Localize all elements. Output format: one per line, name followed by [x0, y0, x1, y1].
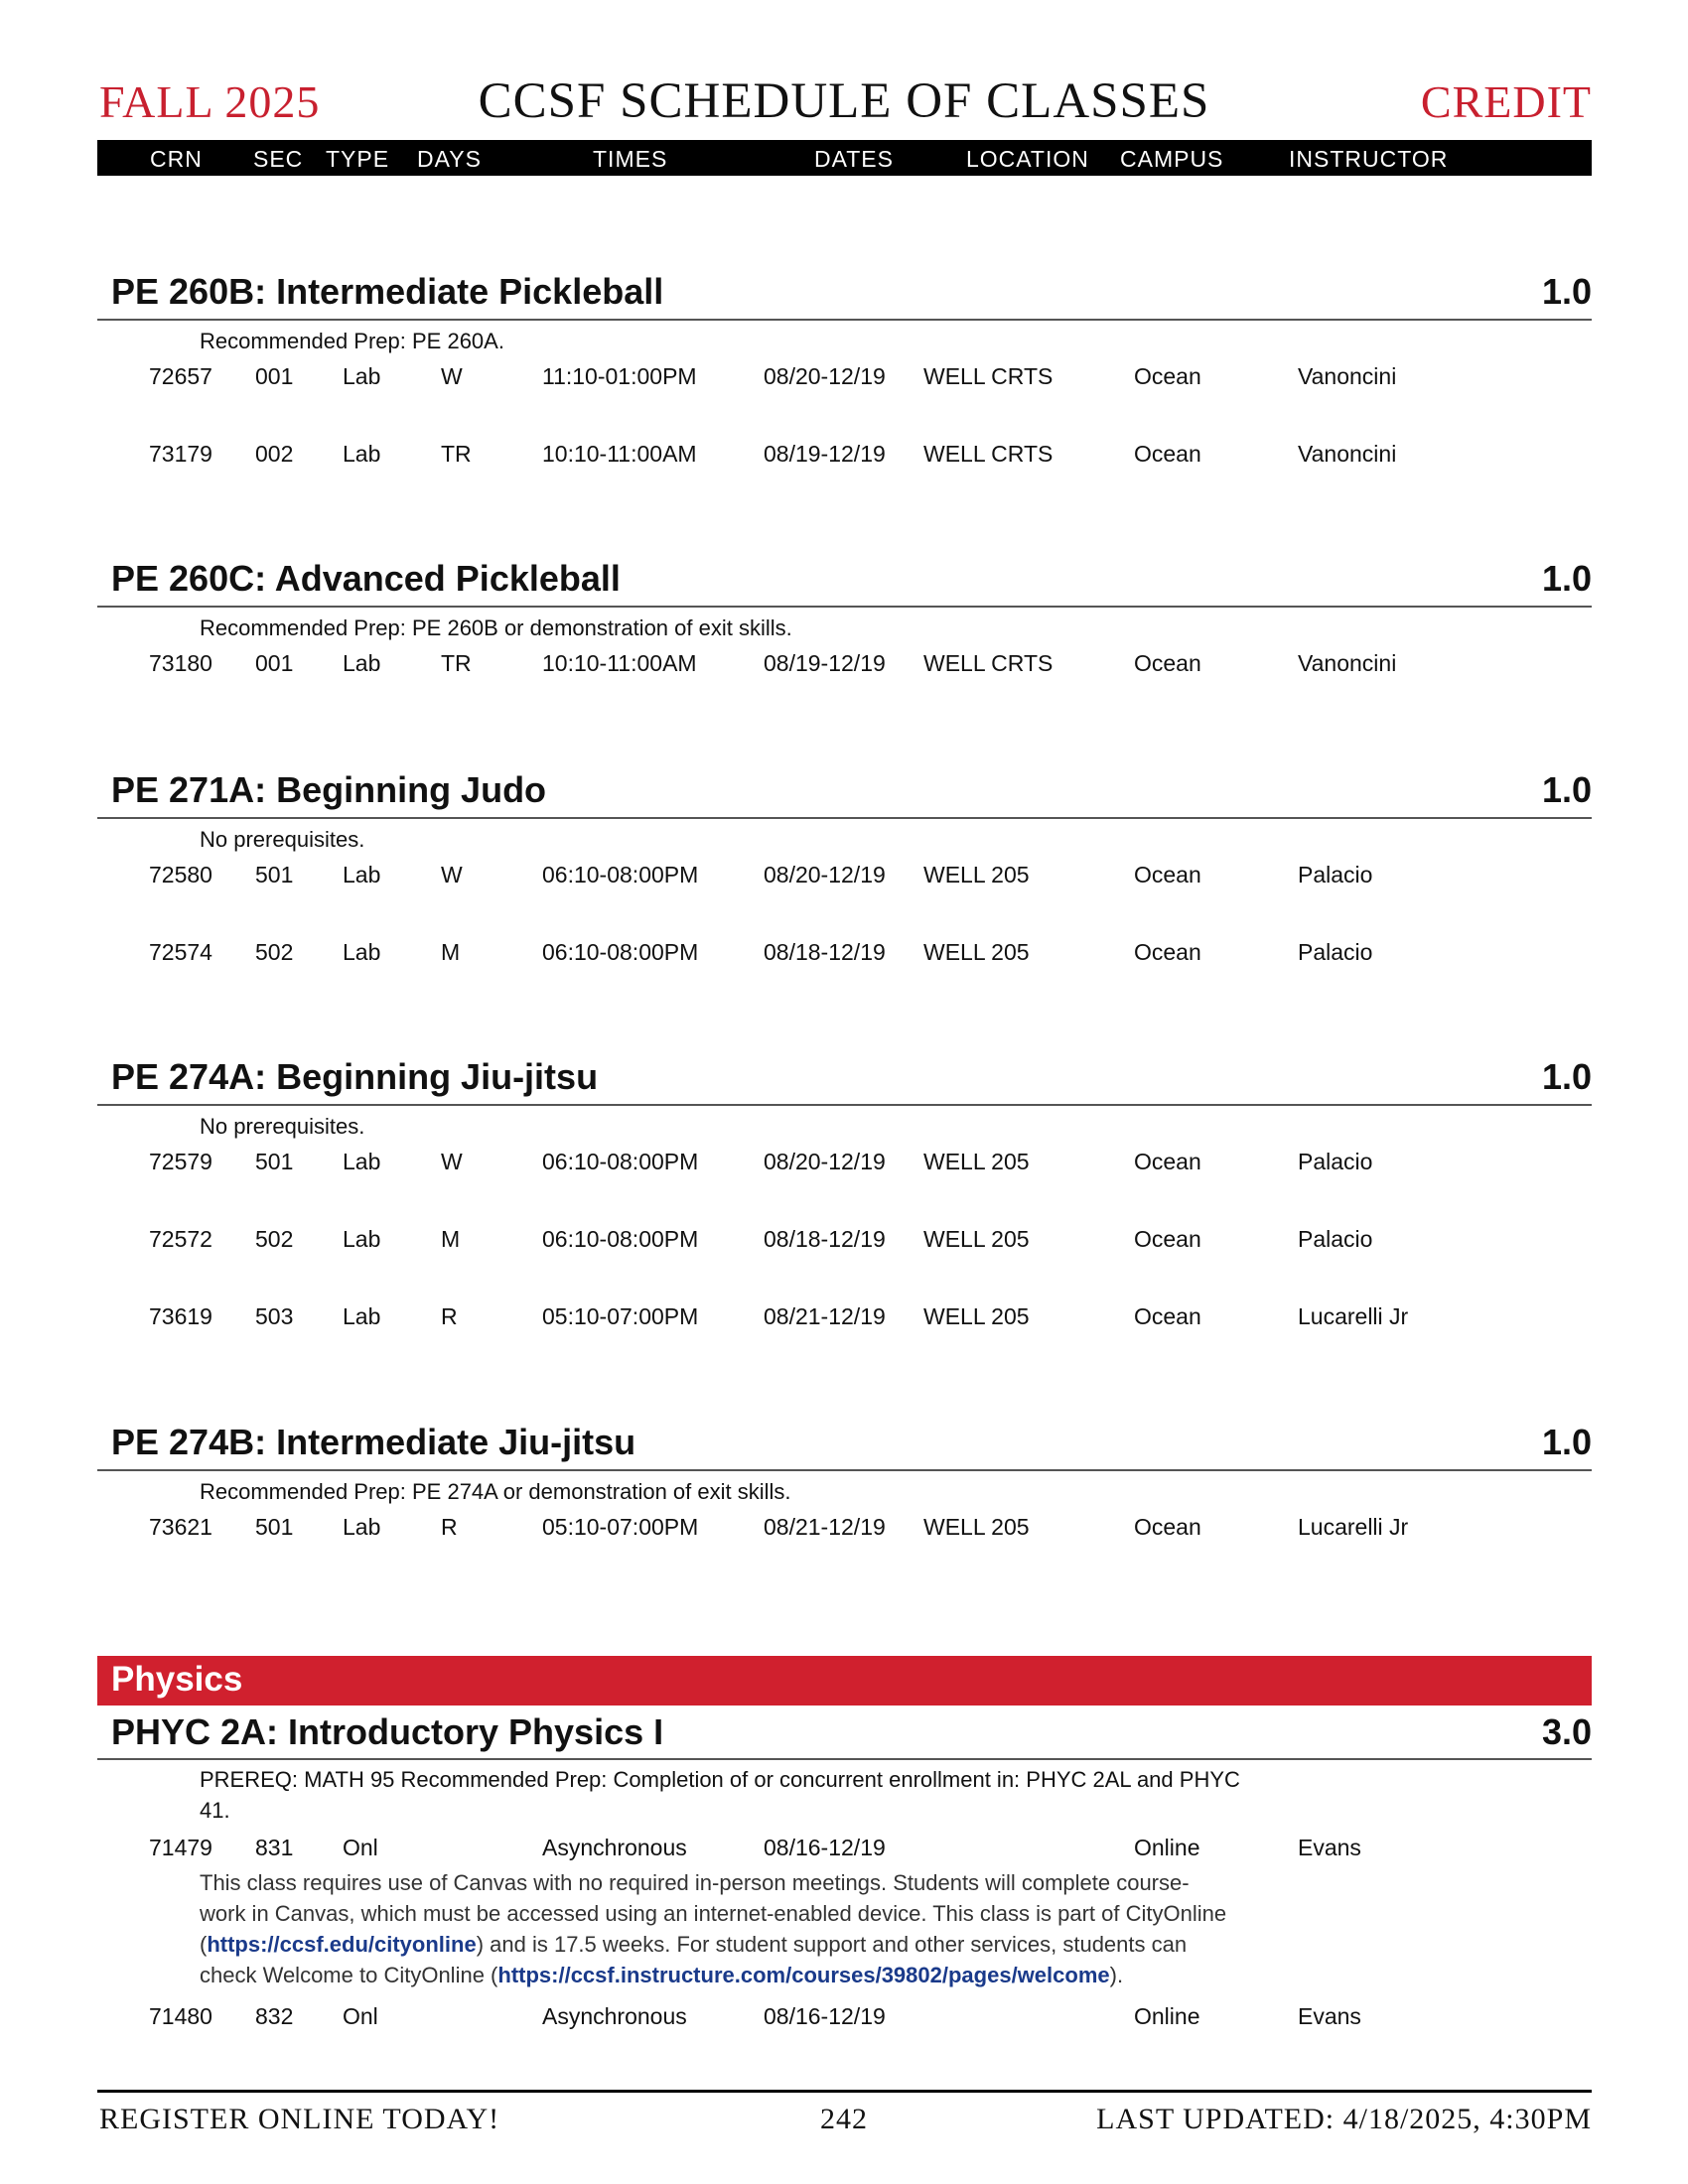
- description-line: [200, 1929, 1252, 1960]
- course-units: 1.0: [1541, 769, 1592, 810]
- department-header: [97, 1656, 1592, 1706]
- section-description: [200, 1867, 1252, 1990]
- course-note: Recommended Prep: PE 260A.: [200, 329, 504, 353]
- crn: 73179: [149, 441, 212, 467]
- divider: [97, 319, 1592, 321]
- location: WELL CRTS: [923, 650, 1054, 676]
- times: 06:10-08:00PM: [542, 1226, 699, 1252]
- instructor: Palacio: [1298, 862, 1373, 887]
- page-number: 242: [820, 2103, 868, 2135]
- instructor: Palacio: [1298, 1149, 1373, 1174]
- instructor: Palacio: [1298, 939, 1373, 965]
- course-note: Recommended Prep: PE 260B or demonstration of exit skills.: [200, 615, 792, 640]
- days: TR: [441, 441, 472, 467]
- course-note: No prerequisites.: [200, 1114, 365, 1139]
- schedule-type-label: CREDIT: [1420, 76, 1592, 127]
- description-line: work in Canvas, which must be accessed using an internet-enabled device. This class is part of CityOnline: [200, 1901, 1227, 1926]
- campus: Ocean: [1134, 1226, 1201, 1252]
- col-location: LOCATION: [966, 146, 1089, 172]
- dates: 08/20-12/19: [764, 862, 886, 887]
- times: 06:10-08:00PM: [542, 939, 699, 965]
- days: M: [441, 939, 461, 965]
- course-note: PREREQ: MATH 95 Recommended Prep: Completion of or concurrent enrollment in: PHYC 2AL and PHYC: [200, 1767, 1240, 1792]
- course-title: PE 260B: Intermediate Pickleball: [111, 271, 664, 312]
- divider: [97, 1758, 1592, 1760]
- sec: 001: [255, 363, 294, 389]
- campus: Online: [1134, 2003, 1200, 2029]
- crn: 72574: [149, 939, 212, 965]
- campus: Online: [1134, 1835, 1200, 1860]
- dates: 08/21-12/19: [764, 1303, 886, 1329]
- days: W: [441, 1149, 463, 1174]
- course-title: PE 260C: Advanced Pickleball: [111, 558, 621, 599]
- instructor: Palacio: [1298, 1226, 1373, 1252]
- type: Lab: [343, 363, 381, 389]
- type: Lab: [343, 441, 381, 467]
- type: Lab: [343, 650, 381, 676]
- type: Lab: [343, 939, 381, 965]
- campus: Ocean: [1134, 862, 1201, 887]
- type: Lab: [343, 1226, 381, 1252]
- dates: 08/20-12/19: [764, 363, 886, 389]
- course-note-cont: 41.: [200, 1798, 230, 1823]
- campus: Ocean: [1134, 363, 1201, 389]
- sec: 501: [255, 862, 294, 887]
- sec: 501: [255, 1514, 294, 1540]
- instructor: Evans: [1298, 2003, 1361, 2029]
- crn: 73621: [149, 1514, 212, 1540]
- location: WELL 205: [923, 1514, 1030, 1540]
- campus: Ocean: [1134, 650, 1201, 676]
- crn: 73180: [149, 650, 212, 676]
- type: Lab: [343, 1303, 381, 1329]
- cityonline-link[interactable]: https://ccsf.edu/cityonline: [207, 1932, 477, 1957]
- times: Asynchronous: [542, 2003, 687, 2029]
- campus: Ocean: [1134, 1303, 1201, 1329]
- divider: [97, 817, 1592, 819]
- location: WELL CRTS: [923, 363, 1054, 389]
- location: WELL 205: [923, 1149, 1030, 1174]
- crn: 73619: [149, 1303, 212, 1329]
- dates: 08/18-12/19: [764, 939, 886, 965]
- sec: 832: [255, 2003, 294, 2029]
- type: Onl: [343, 2003, 378, 2029]
- col-crn: CRN: [150, 146, 203, 172]
- course-units: 1.0: [1541, 558, 1592, 599]
- col-type: TYPE: [326, 146, 390, 172]
- campus: Ocean: [1134, 1514, 1201, 1540]
- instructor: Lucarelli Jr: [1298, 1303, 1409, 1329]
- times: 05:10-07:00PM: [542, 1514, 699, 1540]
- page-title: CCSF SCHEDULE OF CLASSES: [478, 73, 1210, 129]
- crn: 72580: [149, 862, 212, 887]
- col-instructor: INSTRUCTOR: [1289, 146, 1449, 172]
- footer-last-updated: LAST UPDATED: 4/18/2025, 4:30PM: [1096, 2103, 1592, 2135]
- term-label: FALL 2025: [99, 76, 321, 127]
- days: R: [441, 1514, 458, 1540]
- instructor: Vanoncini: [1298, 441, 1397, 467]
- times: 05:10-07:00PM: [542, 1303, 699, 1329]
- department-name: Physics: [111, 1660, 243, 1699]
- times: Asynchronous: [542, 1835, 687, 1860]
- col-sec: SEC: [253, 146, 304, 172]
- crn: 71480: [149, 2003, 212, 2029]
- crn: 72572: [149, 1226, 212, 1252]
- times: 10:10-11:00AM: [542, 650, 697, 676]
- col-campus: CAMPUS: [1120, 146, 1224, 172]
- course-units: 3.0: [1541, 1711, 1592, 1752]
- type: Onl: [343, 1835, 378, 1860]
- sec: 502: [255, 1226, 294, 1252]
- text: (: [200, 1932, 208, 1957]
- dates: 08/16-12/19: [764, 1835, 886, 1860]
- instructor: Evans: [1298, 1835, 1361, 1860]
- campus: Ocean: [1134, 1149, 1201, 1174]
- location: WELL 205: [923, 1303, 1030, 1329]
- course-note: No prerequisites.: [200, 827, 365, 852]
- crn: 71479: [149, 1835, 212, 1860]
- type: Lab: [343, 1514, 381, 1540]
- divider: [97, 1469, 1592, 1471]
- location: WELL 205: [923, 939, 1030, 965]
- dates: 08/18-12/19: [764, 1226, 886, 1252]
- sec: 501: [255, 1149, 294, 1174]
- sec: 002: [255, 441, 294, 467]
- course-units: 1.0: [1541, 1056, 1592, 1097]
- col-times: TIMES: [593, 146, 668, 172]
- course-title: PHYC 2A: Introductory Physics I: [111, 1711, 664, 1752]
- description-line: This class requires use of Canvas with no required in-person meetings. Students will complete course-: [200, 1870, 1190, 1895]
- course-units: 1.0: [1541, 271, 1592, 312]
- footer-register-text: REGISTER ONLINE TODAY!: [99, 2103, 500, 2135]
- text: ).: [1109, 1963, 1124, 1987]
- column-header-bar: [97, 140, 1592, 176]
- times: 10:10-11:00AM: [542, 441, 697, 467]
- crn: 72657: [149, 363, 212, 389]
- col-dates: DATES: [814, 146, 894, 172]
- course-units: 1.0: [1541, 1422, 1592, 1462]
- days: R: [441, 1303, 458, 1329]
- col-days: DAYS: [417, 146, 482, 172]
- times: 06:10-08:00PM: [542, 862, 699, 887]
- days: M: [441, 1226, 461, 1252]
- days: W: [441, 363, 463, 389]
- campus: Ocean: [1134, 939, 1201, 965]
- instructor: Vanoncini: [1298, 363, 1397, 389]
- footer-rule: [97, 2090, 1592, 2093]
- crn: 72579: [149, 1149, 212, 1174]
- course-title: PE 271A: Beginning Judo: [111, 769, 547, 810]
- instructor: Lucarelli Jr: [1298, 1514, 1409, 1540]
- dates: 08/19-12/19: [764, 441, 886, 467]
- divider: [97, 606, 1592, 608]
- location: WELL CRTS: [923, 441, 1054, 467]
- days: TR: [441, 650, 472, 676]
- dates: 08/19-12/19: [764, 650, 886, 676]
- instructor: Vanoncini: [1298, 650, 1397, 676]
- divider: [97, 1104, 1592, 1106]
- campus: Ocean: [1134, 441, 1201, 467]
- dates: 08/20-12/19: [764, 1149, 886, 1174]
- description-line: [200, 1960, 1252, 1990]
- dates: 08/16-12/19: [764, 2003, 886, 2029]
- sec: 503: [255, 1303, 294, 1329]
- times: 11:10-01:00PM: [542, 363, 697, 389]
- times: 06:10-08:00PM: [542, 1149, 699, 1174]
- sec: 502: [255, 939, 294, 965]
- type: Lab: [343, 862, 381, 887]
- location: WELL 205: [923, 1226, 1030, 1252]
- text: check Welcome to CityOnline (: [200, 1963, 498, 1987]
- sec: 831: [255, 1835, 294, 1860]
- days: W: [441, 862, 463, 887]
- course-title: PE 274B: Intermediate Jiu-jitsu: [111, 1422, 636, 1462]
- sec: 001: [255, 650, 294, 676]
- location: WELL 205: [923, 862, 1030, 887]
- course-note: Recommended Prep: PE 274A or demonstration of exit skills.: [200, 1479, 791, 1504]
- type: Lab: [343, 1149, 381, 1174]
- dates: 08/21-12/19: [764, 1514, 886, 1540]
- course-title: PE 274A: Beginning Jiu-jitsu: [111, 1056, 599, 1097]
- text: ) and is 17.5 weeks. For student support and other services, students can: [476, 1932, 1188, 1957]
- canvas-welcome-link[interactable]: https://ccsf.instructure.com/courses/39802/pages/welcome: [497, 1963, 1110, 1987]
